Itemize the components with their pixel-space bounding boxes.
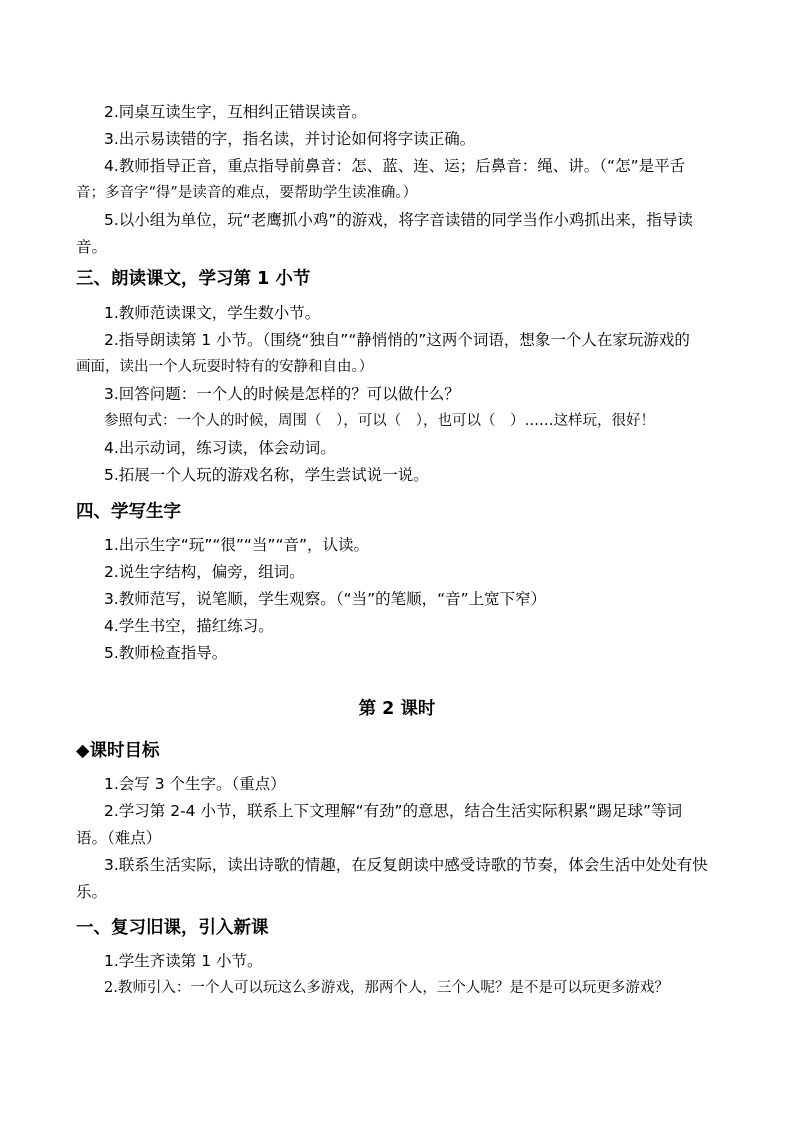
text-line: 3.教师范写，说笔顺，学生观察。（“当”的笔顺，“音”上宽下窄） (104, 590, 547, 608)
text-line: 语。（难点） (76, 829, 162, 847)
section-heading: 三、朗读课文，学习第 1 小节 (76, 269, 311, 289)
text-line: 3.出示易读错的字，指名读，并讨论如何将字读正确。 (104, 130, 476, 148)
text-line: 2.指导朗读第 1 小节。（围绕“独自”“静悄悄的”这两个词语，想象一个人在家玩游戏的 (104, 331, 690, 349)
text-line: 2.教师引入：一个人可以玩这么多游戏，那两个人，三个人呢？是不是可以玩更多游戏？ (104, 980, 669, 996)
text-line: 乐。 (76, 883, 108, 901)
section-heading: 一、复习旧课，引入新课 (76, 918, 269, 938)
text-line: 4.出示动词，练习读，体会动词。 (104, 439, 336, 457)
text-line: 1.会写 3 个生字。（重点） (104, 775, 286, 793)
text-line: 1.教师范读课文，学生数小节。 (104, 304, 321, 322)
text-line: 3.回答问题：一个人的时候是怎样的？可以做什么？ (104, 385, 460, 403)
text-line: 4.学生书空，描红练习。 (104, 617, 274, 635)
text-line: 音；多音字“得”是读音的难点，要帮助学生读准确。） (76, 185, 418, 201)
text-line: 参照句式：一个人的时候，周围（ ），可以（ ），也可以（ ）……这样玩，很好！ (104, 413, 655, 429)
text-line: 5.教师检查指导。 (104, 644, 228, 662)
text-line: 1.学生齐读第 1 小节。 (104, 952, 263, 970)
text-line: 1.出示生字“玩”“很”“当”“音”，认读。 (104, 536, 370, 554)
text-line: 2.说生字结构，偏旁，组词。 (104, 563, 305, 581)
text-line: 音。 (76, 238, 108, 256)
text-line: 5.以小组为单位，玩“老鹰抓小鸡”的游戏，将字音读错的同学当作小鸡抓出来，指导读 (104, 211, 693, 229)
text-line: 4.教师指导正音，重点指导前鼻音：怎、蓝、连、运；后鼻音：绳、讲。（“怎”是平舌 (104, 157, 686, 175)
text-line: 5.拓展一个人玩的游戏名称，学生尝试说一说。 (104, 466, 429, 484)
text-line: 画面，读出一个人玩耍时特有的安静和自由。） (76, 359, 374, 375)
lesson-title: 第 2 课时 (358, 699, 436, 719)
text-line: 2.学习第 2-4 小节，联系上下文理解“有劲”的意思，结合生活实际积累“踢足球”等词 (104, 802, 683, 820)
section-heading: 四、学写生字 (76, 502, 181, 522)
text-line: 3.联系生活实际，读出诗歌的情趣，在反复朗读中感受诗歌的节奏，体会生活中处处有快 (104, 856, 708, 874)
goals-heading: ◆课时目标 (76, 741, 160, 761)
text-line: 2.同桌互读生字，互相纠正错误读音。 (104, 103, 367, 121)
